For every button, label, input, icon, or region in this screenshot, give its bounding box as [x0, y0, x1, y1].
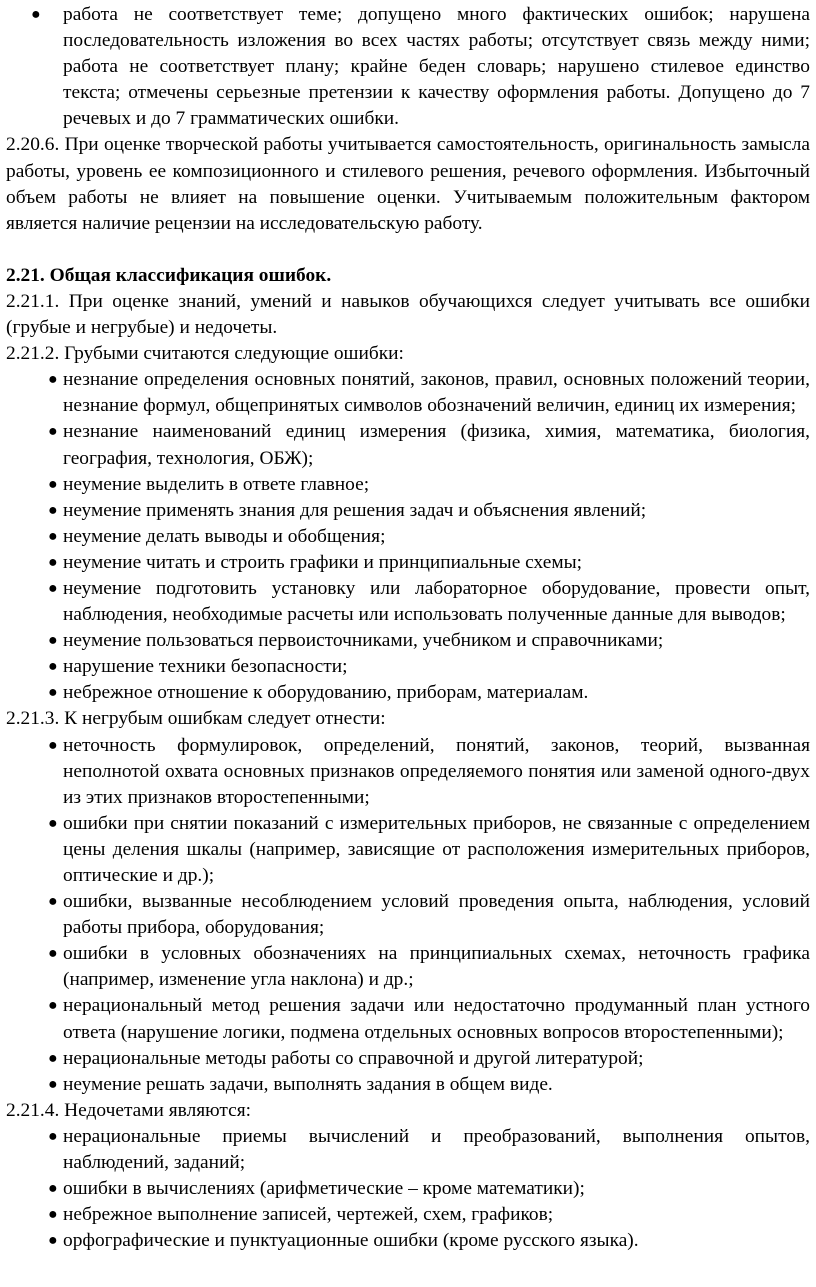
bullet-icon: ● — [48, 684, 58, 702]
list-item-text: неумение применять знания для решения задач и объяснения явлений; — [63, 499, 647, 521]
bullet-icon: ● — [48, 371, 58, 389]
bullet-icon: ● — [48, 814, 58, 832]
minor-errors-list — [6, 733, 810, 1098]
gross-errors-list — [6, 367, 810, 706]
list-item-text: работа не соответствует теме; допущено много фактических ошибок; нарушена последовательность изложения во всех частях работы; отсутствует связь между ними; работа не соответствует плану; крайне беден словарь; нарушено стилевое единство текста; отмечены серьезные претензии к качеству оформления работы. Допущено до 7 речевых и до 7 грамматических ошибки. — [63, 4, 810, 130]
list-item — [6, 680, 810, 706]
bullet-icon: ● — [31, 6, 41, 23]
list-item-text: неумение подготовить установку или лабораторное оборудование, провести опыт, наблюдения, необходимые расчеты или использовать полученные данные для выводов; — [63, 577, 810, 626]
criteria-list — [6, 2, 810, 132]
list-item-text: орфографические и пунктуационные ошибки (кроме русского языка). — [63, 1230, 639, 1252]
list-item-text: нерациональные приемы вычислений и преобразований, выполнения опытов, наблюдений, заданий; — [63, 1125, 810, 1174]
list-item — [6, 2, 810, 132]
list-item — [6, 1176, 810, 1202]
list-item — [6, 1228, 810, 1254]
list-item — [6, 1202, 810, 1228]
bullet-icon: ● — [48, 658, 58, 676]
section-heading: 2.21. Общая классификация ошибок. — [6, 264, 332, 286]
bullet-icon: ● — [48, 1075, 58, 1093]
list-item — [6, 941, 810, 993]
paragraph-2-21-3: 2.21.3. К негрубым ошибкам следует отнести: — [6, 708, 386, 730]
bullet-icon: ● — [48, 632, 58, 650]
list-item-text: неточность формулировок, определений, понятий, законов, теорий, вызванная неполнотой охвата основных признаков определяемого понятия или заменой одного-двух из этих признаков второстепенными; — [63, 734, 810, 808]
spacer — [6, 237, 810, 263]
bullet-icon: ● — [48, 1180, 58, 1198]
paragraph-2-21-1: 2.21.1. При оценке знаний, умений и навыков обучающихся следует учитывать все ошибки (грубые и негрубые) и недочеты. — [6, 290, 810, 339]
shortcomings-list — [6, 1124, 810, 1254]
list-item-text: нерациональные методы работы со справочной и другой литературой; — [63, 1047, 644, 1069]
bullet-icon: ● — [48, 579, 58, 597]
paragraph-2-21-2: 2.21.2. Грубыми считаются следующие ошибки: — [6, 343, 404, 365]
list-item-text: небрежное отношение к оборудованию, приборам, материалам. — [63, 682, 589, 704]
list-item-text: ошибки при снятии показаний с измерительных приборов, не связанные с определением цены деления шкалы (например, зависящие от расположения измерительных приборов, оптические и др.); — [63, 812, 810, 886]
bullet-icon: ● — [48, 997, 58, 1015]
list-item-text: ошибки, вызванные несоблюдением условий проведения опыта, наблюдения, условий работы прибора, оборудования; — [63, 891, 810, 939]
list-item-text: нарушение техники безопасности; — [63, 656, 348, 678]
bullet-icon: ● — [48, 1232, 58, 1250]
list-item — [6, 889, 810, 941]
bullet-icon: ● — [48, 945, 58, 963]
list-item-text: неумение выделить в ответе главное; — [63, 473, 370, 495]
list-item — [6, 524, 810, 550]
list-item — [6, 367, 810, 419]
list-item-text: неумение читать и строить графики и принципиальные схемы; — [63, 551, 583, 573]
bullet-icon: ● — [48, 475, 58, 493]
bullet-icon: ● — [48, 1206, 58, 1224]
bullet-icon: ● — [48, 423, 58, 441]
paragraph-2-20-6: 2.20.6. При оценке творческой работы учитывается самостоятельность, оригинальность замысла работы, уровень ее композиционного и стилевого решения, речевого оформления. Избыточный объем работы не влияет на повышение оценки. Учитываемым положительным фактором является наличие рецензии на исследовательскую работу. — [6, 134, 810, 234]
list-item-text: ошибки в условных обозначениях на принципиальных схемах, неточность графика (например, изменение угла наклона) и др.; — [63, 943, 810, 991]
bullet-icon: ● — [48, 1127, 58, 1145]
list-item — [6, 472, 810, 498]
list-item-text: неумение решать задачи, выполнять задания в общем виде. — [63, 1073, 553, 1095]
bullet-icon: ● — [48, 527, 58, 545]
list-item — [6, 993, 810, 1045]
list-item — [6, 1072, 810, 1098]
paragraph-2-21-4: 2.21.4. Недочетами являются: — [6, 1099, 252, 1121]
list-item — [6, 498, 810, 524]
list-item-text: нерациональный метод решения задачи или недостаточно продуманный план устного ответа (нарушение логики, подмена отдельных основных вопросов второстепенными); — [63, 995, 810, 1043]
list-item — [6, 1124, 810, 1176]
list-item — [6, 419, 810, 471]
bullet-icon: ● — [48, 736, 58, 754]
bullet-icon: ● — [48, 893, 58, 911]
list-item-text: незнание определения основных понятий, законов, правил, основных положений теории, незнание формул, общепринятых символов обозначений величин, единиц их измерения; — [63, 369, 810, 417]
list-item-text: незнание наименований единиц измерения (физика, химия, математика, биология, география, технология, ОБЖ); — [63, 421, 810, 469]
list-item — [6, 1046, 810, 1072]
list-item — [6, 733, 810, 811]
bullet-icon: ● — [48, 553, 58, 571]
list-item-text: неумение делать выводы и обобщения; — [63, 525, 386, 547]
list-item — [6, 576, 810, 628]
list-item — [6, 654, 810, 680]
list-item — [6, 628, 810, 654]
bullet-icon: ● — [48, 501, 58, 519]
list-item-text: ошибки в вычислениях (арифметические – кроме математики); — [63, 1178, 585, 1200]
bullet-icon: ● — [48, 1049, 58, 1067]
list-item-text: неумение пользоваться первоисточниками, учебником и справочниками; — [63, 630, 664, 652]
list-item — [6, 550, 810, 576]
list-item-text: небрежное выполнение записей, чертежей, схем, графиков; — [63, 1204, 554, 1226]
list-item — [6, 811, 810, 889]
